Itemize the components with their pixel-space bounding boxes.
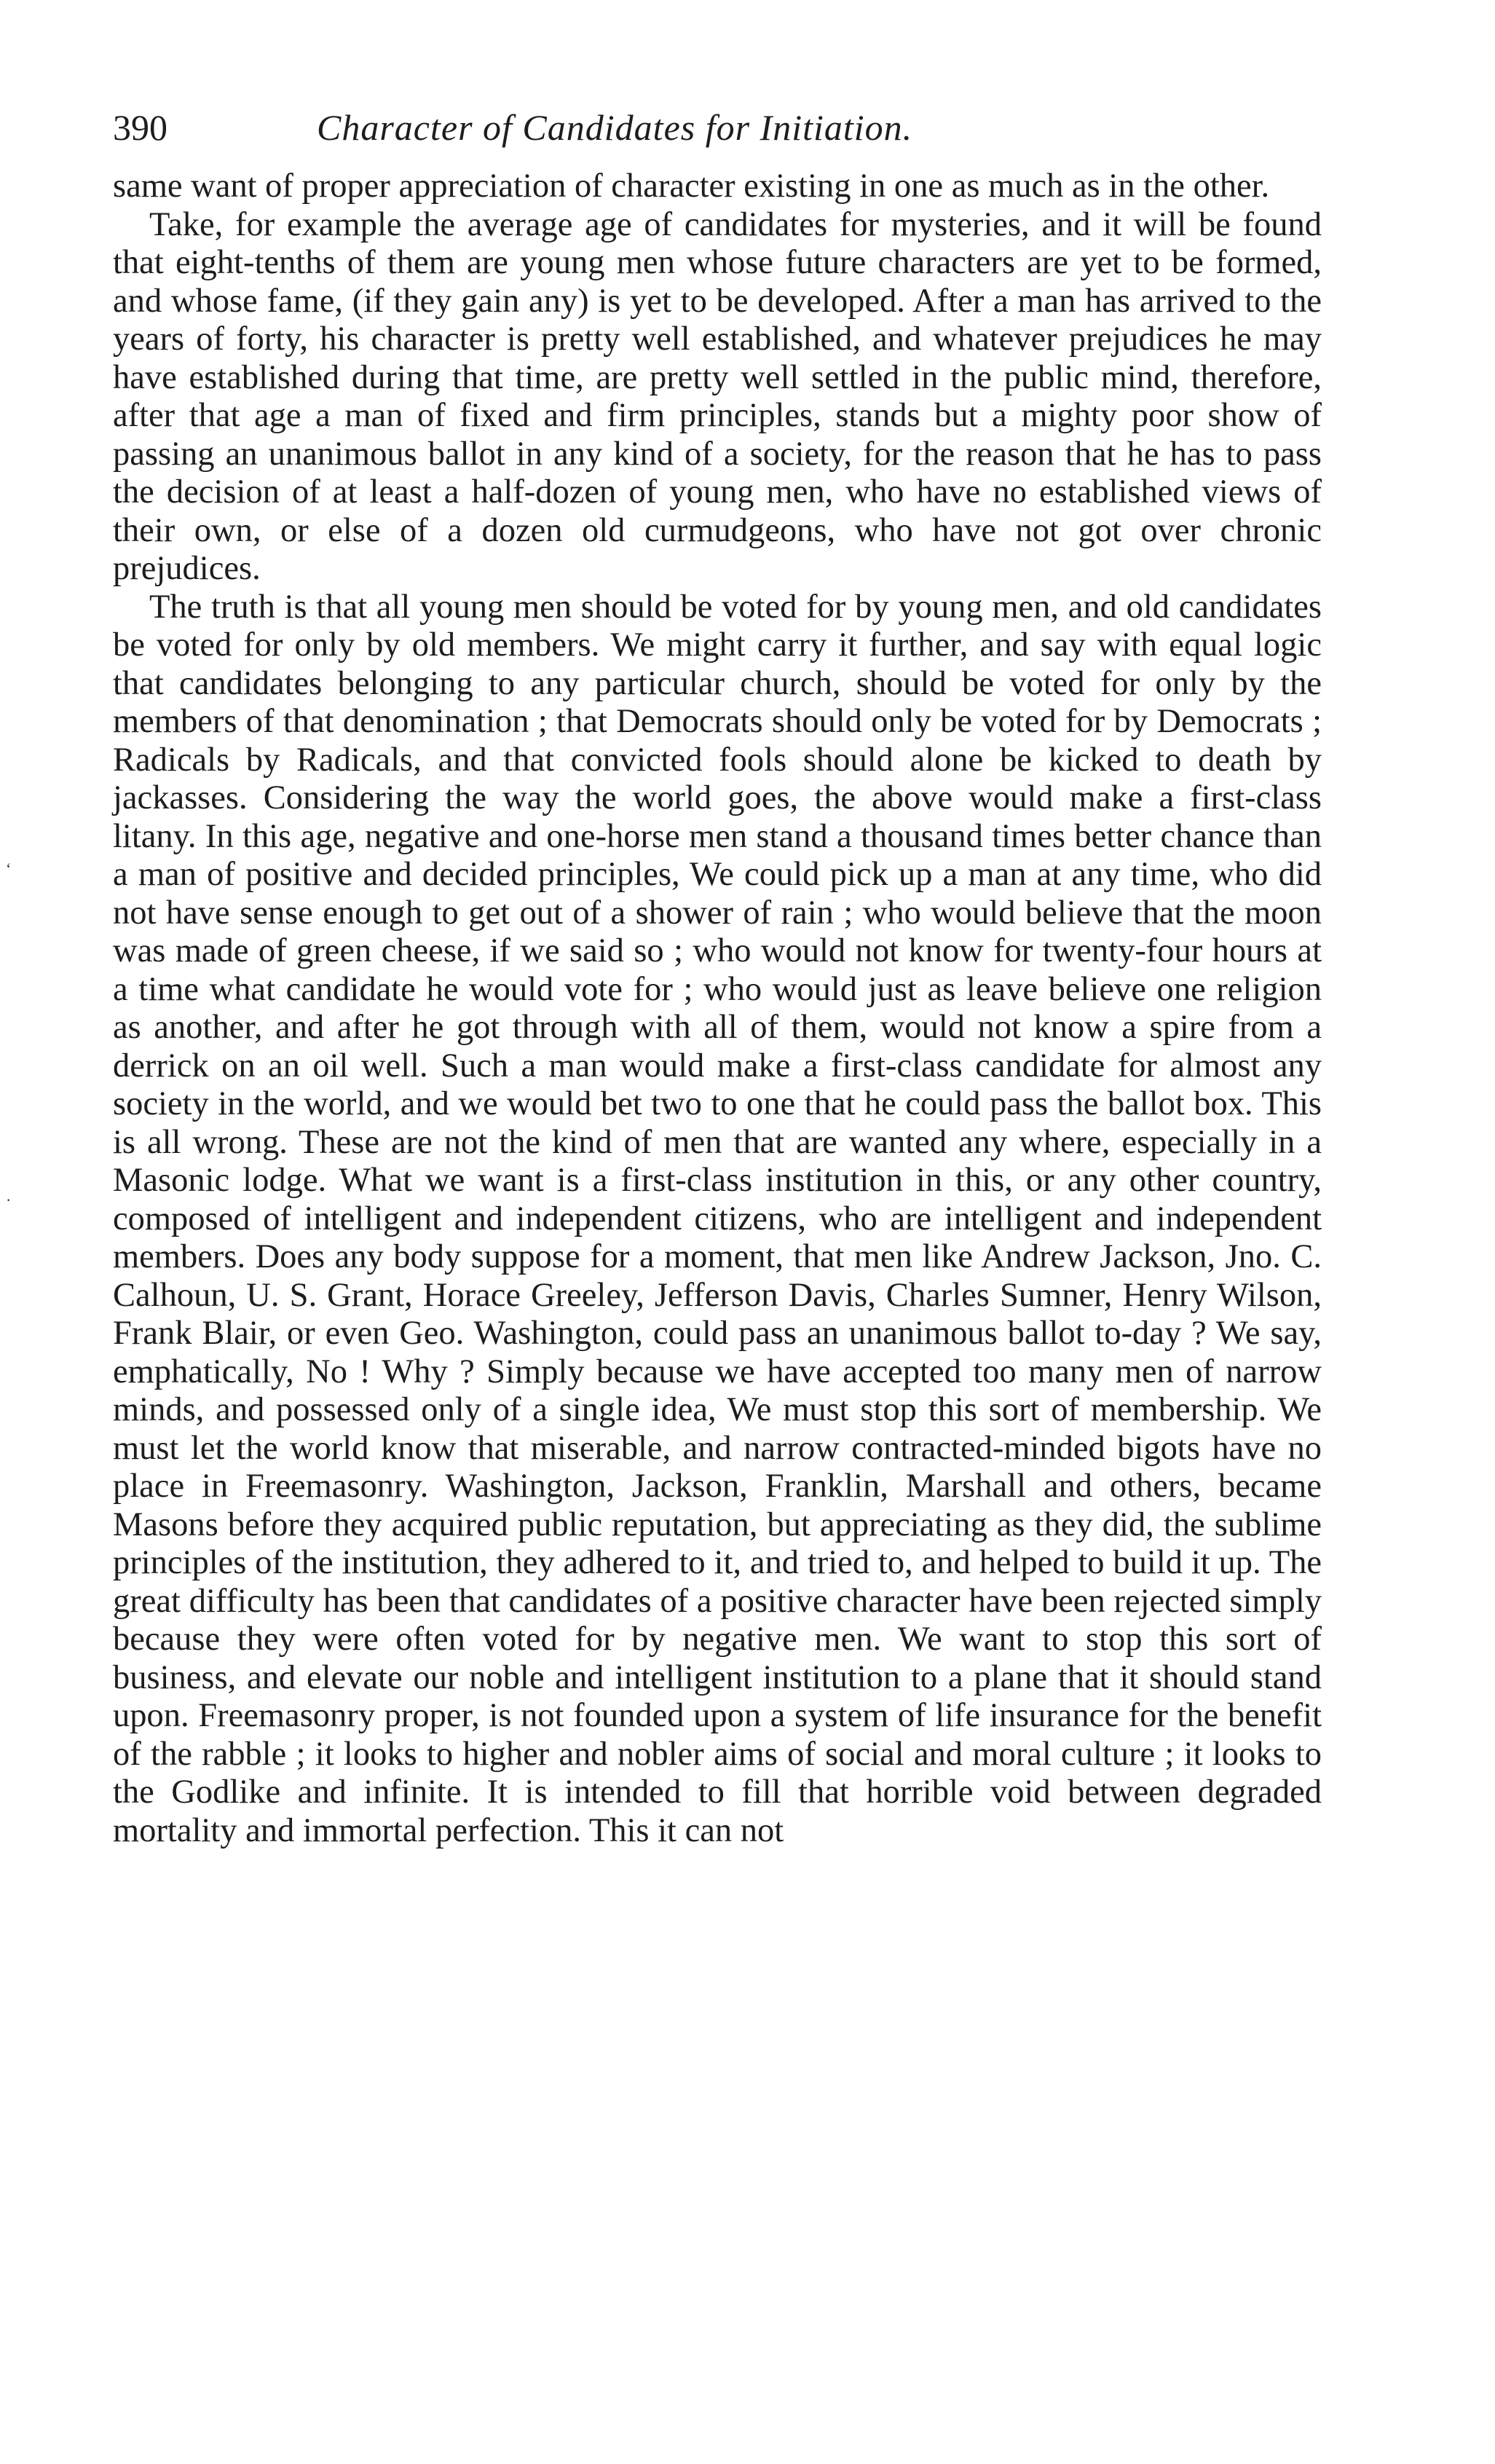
body-text	[113, 168, 1322, 1850]
page-header	[113, 95, 1322, 160]
margin-mark: ‘	[6, 859, 12, 878]
margin-mark: ·	[6, 1191, 12, 1209]
book-page	[113, 95, 1322, 1850]
page-number: 390	[113, 107, 167, 148]
running-title: Character of Candidates for Initiation.	[317, 107, 913, 148]
paragraph-voting: The truth is that all young men should be voted for by young men, and old candidates be voted for only by old members. We might carry it further, and say with equal logic that candidates belonging to any particular church, should be voted for only by the members of that denomination ; that Democrats should only be voted for by Democrats ; Radicals by Radicals, and that convicted fools should alone be kicked to death by jackasses. Considering the way the world goes, the above would make a first-class litany. In this age, negative and one-horse men stand a thousand times better chance than a man of positive and decided principles, We could pick up a man at any time, who did not have sense enough to get out of a shower of rain ; who would believe that the moon was made of green cheese, if we said so ; who would not know for twenty-four hours at a time what candidate he would vote for ; who would just as leave believe one religion as another, and after he got through with all of them, would not know a spire from a derrick on an oil well. Such a man would make a first-class candidate for almost any society in the world, and we would bet two to one that he could pass the ballot box. This is all wrong. These are not the kind of men that are wanted any where, especially in a Masonic lodge. What we want is a first-class institution in this, or any other country, composed of intelligent and independent citizens, who are intelligent and independent members. Does any body suppose for a moment, that men like Andrew Jackson, Jno. C. Calhoun, U. S. Grant, Horace Greeley, Jefferson Davis, Charles Sumner, Henry Wilson, Frank Blair, or even Geo. Washington, could pass an unanimous ballot to-day ? We say, emphatically, No ! Why ? Simply because we have accepted too many men of narrow minds, and possessed only of a single idea, We must stop this sort of membership. We must let the world know that miserable, and narrow contracted-minded bigots have no place in Freemasonry. Washington, Jackson, Franklin, Marshall and others, became Masons before they acquired public reputation, but appreciating as they did, the sublime principles of the institution, they adhered to it, and tried to, and helped to build it up. The great difficulty has been that candidates of a positive character have been rejected simply because they were often voted for by negative men. We want to stop this sort of business, and elevate our noble and intelligent institution to a plane that it should stand upon. Freemasonry proper, is not founded upon a system of life insurance for the benefit of the rabble ; it looks to higher and nobler aims of social and moral culture ; it looks to the Godlike and infinite. It is intended to fill that horrible void between degraded mortality and immortal perfection. This it can not	[113, 588, 1322, 1849]
paragraph-continued: same want of proper appreciation of character existing in one as much as in the other.	[113, 168, 1270, 205]
paragraph-candidate-age: Take, for example the average age of candidates for mysteries, and it will be found that eight-tenths of them are young men whose future characters are yet to be formed, and whose fame, (if they gain any) is yet to be developed. After a man has arrived to the years of forty, his character is pretty well established, and whatever prejudices he may have established during that time, are pretty well settled in the public mind, therefore, after that age a man of fixed and firm principles, stands but a mighty poor show of passing an unanimous ballot in any kind of a society, for the reason that he has to pass the decision of at least a half-dozen of young men, who have no established views of their own, or else of a dozen old curmudgeons, who have not got over chronic prejudices.	[113, 205, 1322, 587]
